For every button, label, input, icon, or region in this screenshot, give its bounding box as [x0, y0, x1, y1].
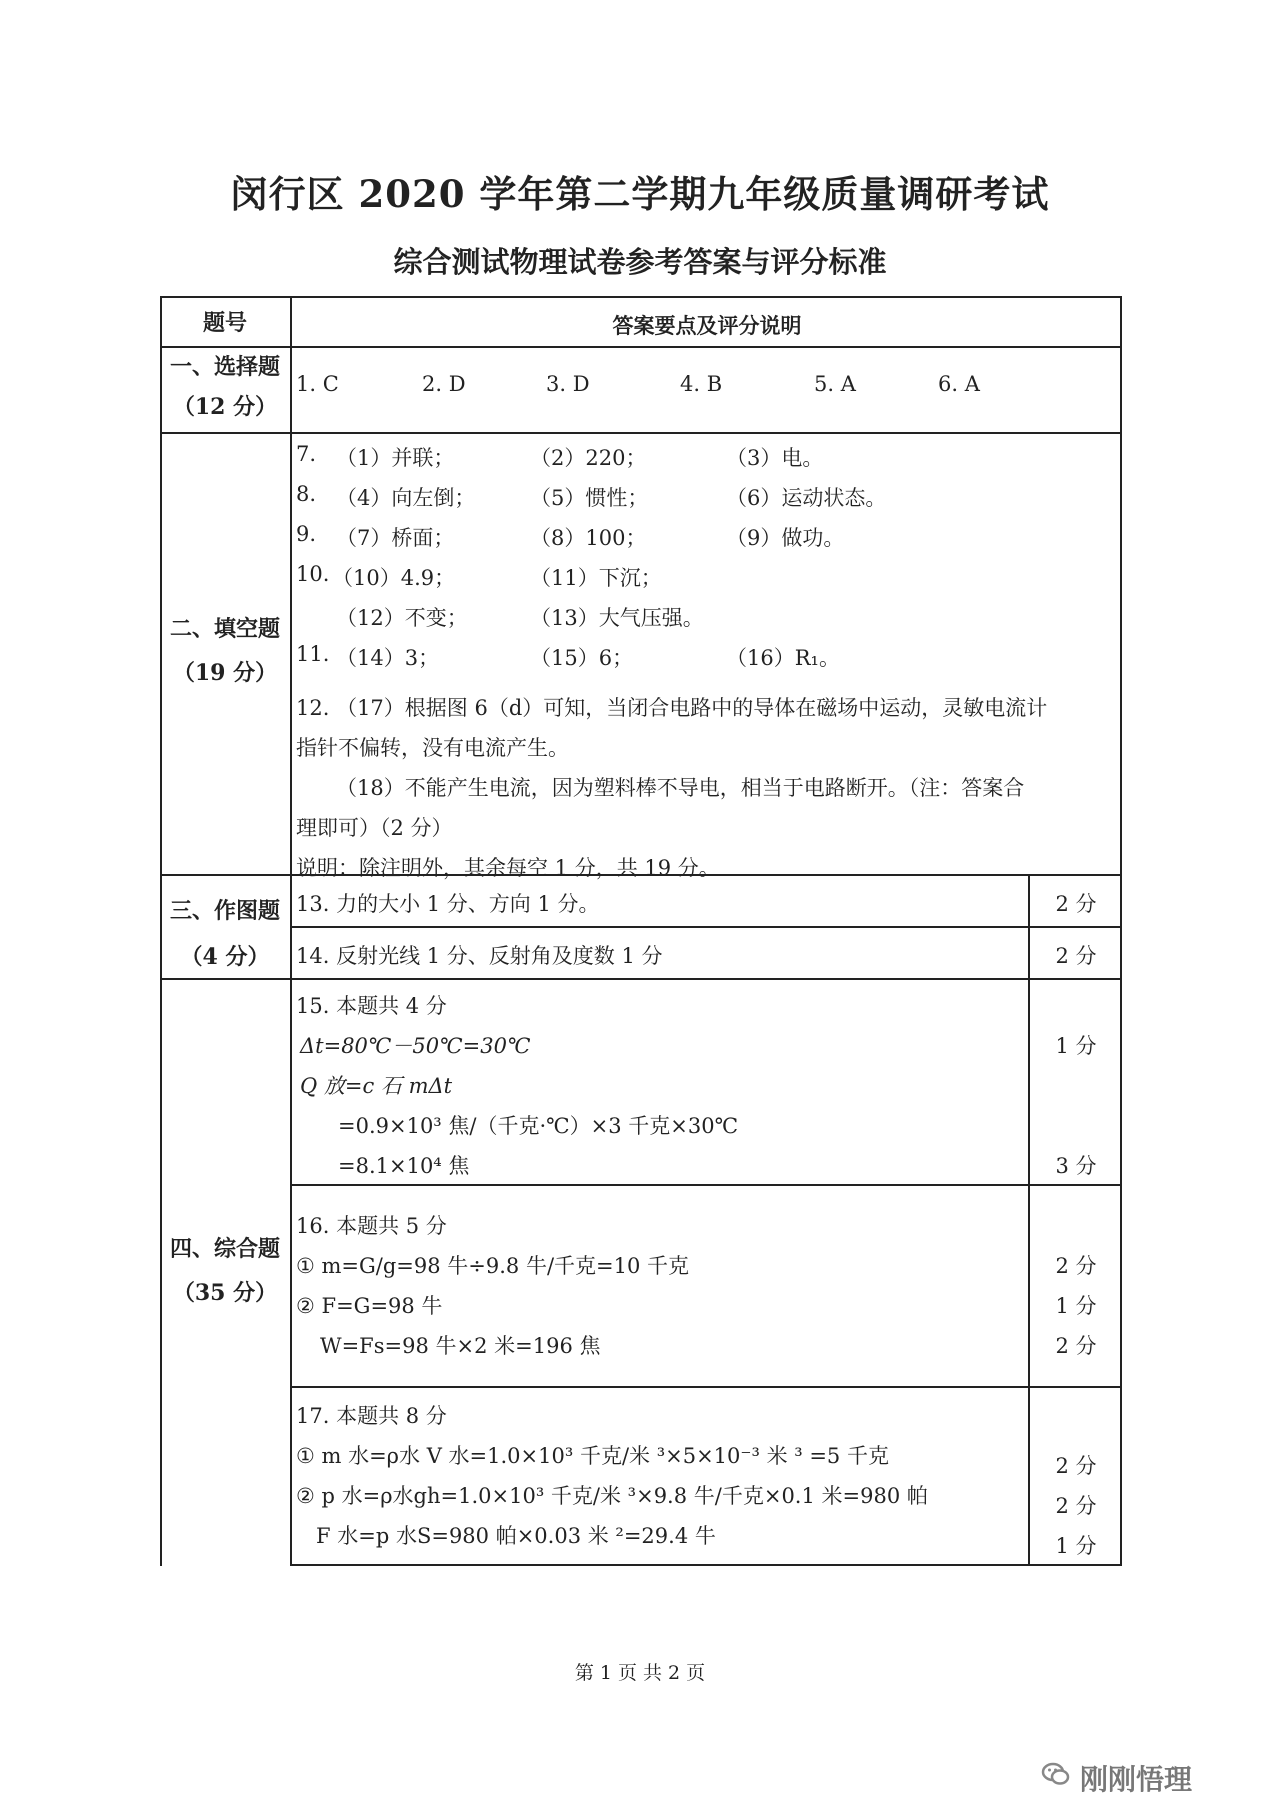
- section2-note: 说明：除注明外，其余每空 1 分，共 19 分。: [296, 856, 720, 880]
- fill-answer: （8）100；: [530, 526, 647, 550]
- fill-answer: （16）R₁。: [726, 646, 840, 670]
- section4-name: 四、综合题: [169, 1236, 280, 1262]
- q15-line4: =8.1×10⁴ 焦: [338, 1154, 470, 1178]
- header-answer-points: 答案要点及评分说明: [612, 313, 802, 338]
- mc-answer: 5. A: [814, 372, 856, 396]
- fill-answer: （14）3；: [336, 646, 440, 670]
- fill-answer: （15）6；: [530, 646, 634, 670]
- q16-head: 16. 本题共 5 分: [296, 1214, 447, 1238]
- q13-score: 2 分: [1055, 892, 1097, 916]
- section2-name: 二、填空题: [169, 616, 280, 642]
- q13-text: 13. 力的大小 1 分、方向 1 分。: [296, 892, 600, 916]
- document-title: 闵行区 2020 学年第二学期九年级质量调研考试: [230, 172, 1050, 216]
- fill-answer: （10）4.9；: [332, 566, 456, 590]
- q12-line4: 理即可）（2 分）: [296, 816, 453, 840]
- section3-name: 三、作图题: [169, 898, 280, 924]
- q16-score2: 1 分: [1055, 1294, 1097, 1318]
- q15-score2: 3 分: [1055, 1154, 1097, 1178]
- fill-question-no: 9.: [296, 522, 317, 546]
- fill-answer: （4）向左倒；: [336, 486, 476, 510]
- q15-head: 15. 本题共 4 分: [296, 994, 447, 1018]
- answer-table: [160, 296, 1122, 1566]
- fill-answer: （7）桥面；: [336, 526, 455, 550]
- q16-score3: 2 分: [1055, 1334, 1097, 1358]
- fill-question-no: 7.: [296, 442, 317, 466]
- fill-answer: （12）不变；: [336, 606, 468, 630]
- fill-answer: （2）220；: [530, 446, 647, 470]
- fill-answer: （3）电。: [726, 446, 824, 470]
- q14-text: 14. 反射光线 1 分、反射角及度数 1 分: [296, 944, 663, 968]
- q17-head: 17. 本题共 8 分: [296, 1404, 447, 1428]
- q17-line1: ① m 水=ρ水 V 水=1.0×10³ 千克/米 ³×5×10⁻³ 米 ³ =5 千克: [296, 1444, 889, 1468]
- section3-points: （4 分）: [180, 944, 270, 970]
- fill-answer: （9）做功。: [726, 526, 845, 550]
- q16-line2: ② F=G=98 牛: [296, 1294, 443, 1318]
- document-subtitle: 综合测试物理试卷参考答案与评分标准: [393, 245, 887, 279]
- q15-line1: Δt=80℃－50℃=30℃: [300, 1034, 531, 1058]
- section2-points: （19 分）: [172, 660, 278, 686]
- page-footer: 第 1 页 共 2 页: [574, 1662, 706, 1684]
- q17-line3: F 水=p 水S=980 帕×0.03 米 ²=29.4 牛: [316, 1524, 716, 1548]
- q15-score1: 1 分: [1055, 1034, 1097, 1058]
- fill-question-no: 11.: [296, 642, 330, 666]
- q17-score2: 2 分: [1055, 1494, 1097, 1518]
- section1-points: （12 分）: [172, 394, 278, 420]
- header-question-no: 题号: [202, 310, 247, 336]
- fill-answer: （13）大气压强。: [530, 606, 704, 630]
- q17-line2: ② p 水=ρ水gh=1.0×10³ 千克/米 ³×9.8 牛/千克×0.1 米=980 帕: [296, 1484, 928, 1508]
- q17-score3: 1 分: [1055, 1534, 1097, 1558]
- q15-line3: =0.9×10³ 焦/（千克·℃）×3 千克×30℃: [338, 1114, 739, 1138]
- q12-line1: 12. （17）根据图 6（d）可知，当闭合电路中的导体在磁场中运动，灵敏电流计: [296, 696, 1048, 720]
- mc-answer: 3. D: [546, 372, 590, 396]
- q16-line1: ① m=G/g=98 牛÷9.8 牛/千克=10 千克: [296, 1254, 690, 1278]
- q15-line2: Q 放=c 石 mΔt: [300, 1074, 453, 1098]
- q16-score1: 2 分: [1055, 1254, 1097, 1278]
- mc-answer: 4. B: [680, 372, 723, 396]
- q17-score1: 2 分: [1055, 1454, 1097, 1478]
- wechat-icon: [1040, 1758, 1072, 1790]
- q16-line3: W=Fs=98 牛×2 米=196 焦: [320, 1334, 601, 1358]
- fill-question-no: 10.: [296, 562, 330, 586]
- mc-answer: 6. A: [938, 372, 980, 396]
- fill-question-no: 8.: [296, 482, 317, 506]
- fill-answer: （6）运动状态。: [726, 486, 887, 510]
- q14-score: 2 分: [1055, 944, 1097, 968]
- watermark: 刚刚悟理: [1080, 1763, 1193, 1796]
- fill-answer: （1）并联；: [336, 446, 455, 470]
- fill-answer: （11）下沉；: [530, 566, 662, 590]
- mc-answer: 2. D: [422, 372, 466, 396]
- section4-points: （35 分）: [172, 1280, 278, 1306]
- mc-answer: 1. C: [296, 372, 339, 396]
- q12-line2: 指针不偏转，没有电流产生。: [296, 736, 569, 760]
- fill-answer: （5）惯性；: [530, 486, 649, 510]
- q12-line3: （18）不能产生电流，因为塑料棒不导电，相当于电路断开。（注：答案合: [336, 776, 1025, 800]
- section1-name: 一、选择题: [169, 354, 280, 380]
